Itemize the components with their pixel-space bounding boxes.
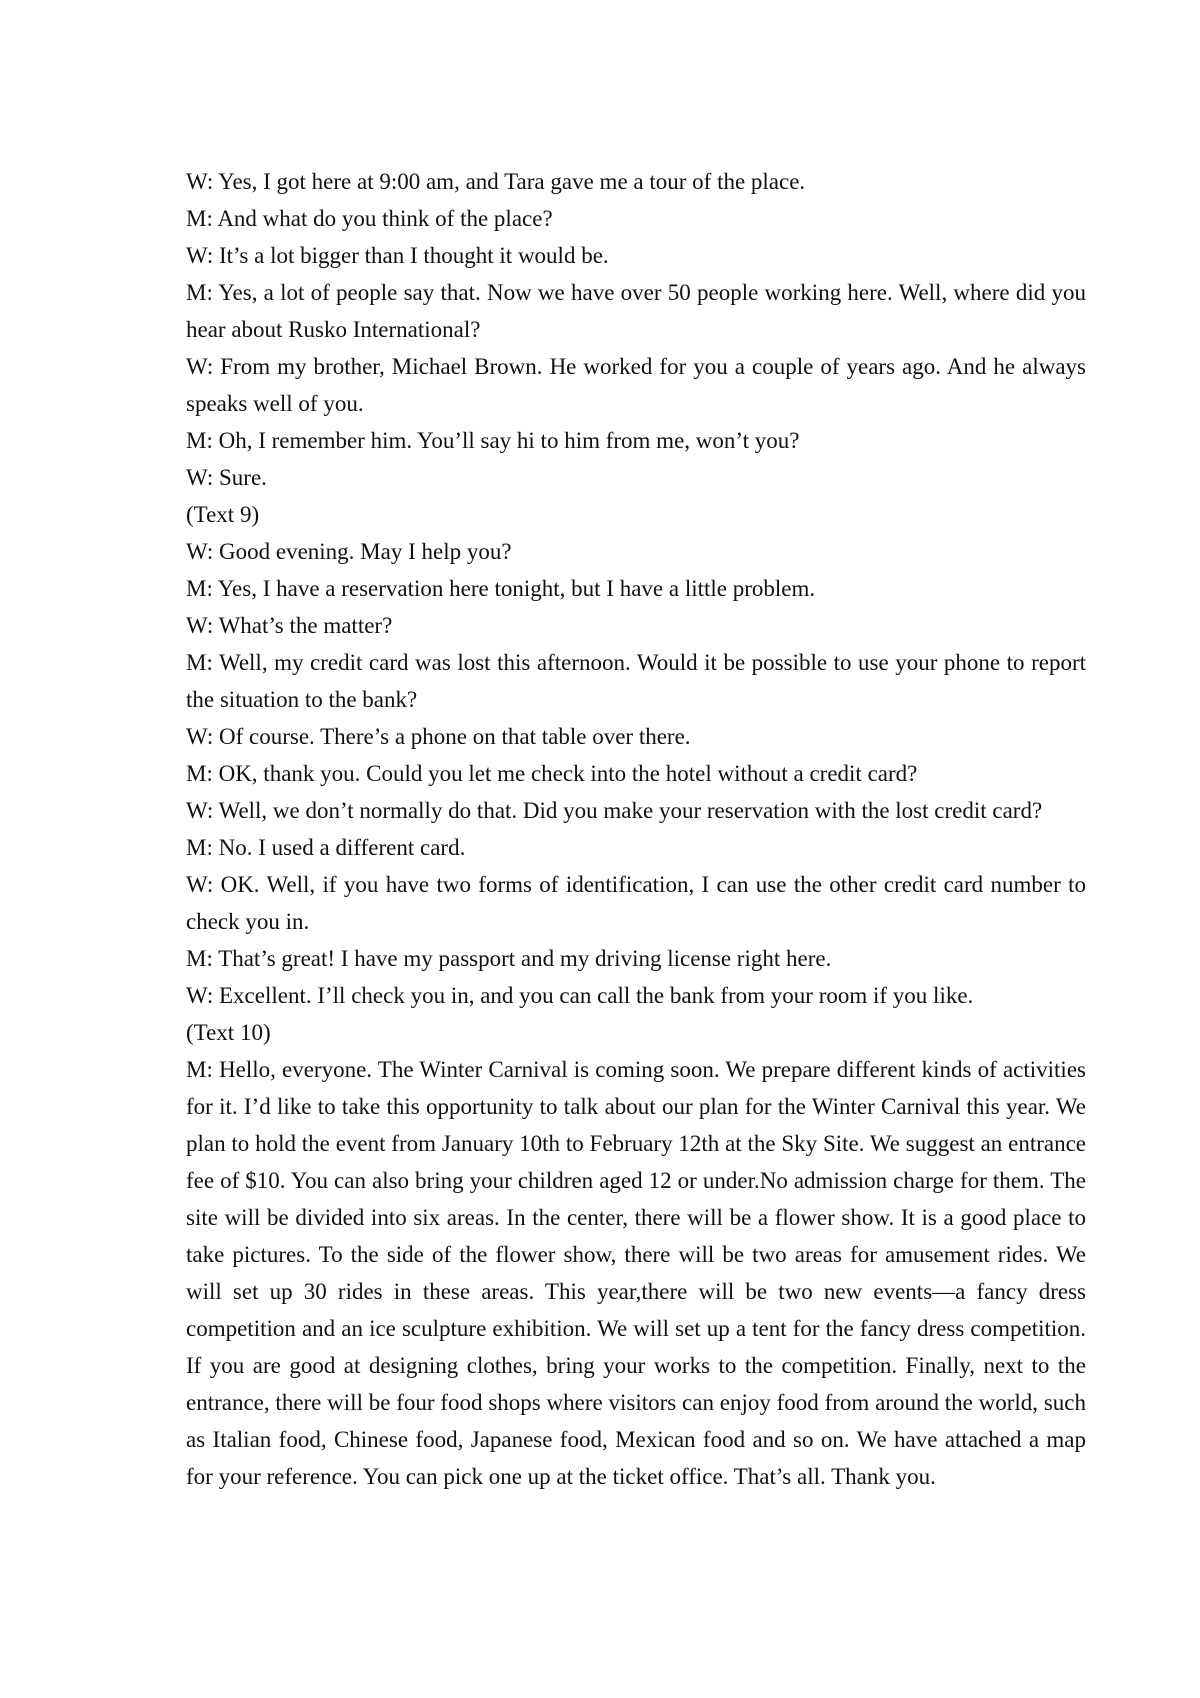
dialogue-line: W: OK. Well, if you have two forms of identification, I can use the other credit card number to check you in. — [186, 872, 1086, 934]
dialogue-line: W: Of course. There’s a phone on that table over there. — [186, 724, 691, 749]
dialogue-line: M: That’s great! I have my passport and my driving license right here. — [186, 946, 832, 971]
dialogue-line: W: Yes, I got here at 9:00 am, and Tara gave me a tour of the place. — [186, 169, 806, 194]
dialogue-line: M: OK, thank you. Could you let me check into the hotel without a credit card? — [186, 761, 918, 786]
dialogue-line: M: And what do you think of the place? — [186, 206, 553, 231]
dialogue-line: W: Good evening. May I help you? — [186, 539, 512, 564]
dialogue-line: W: Well, we don’t normally do that. Did you make your reservation with the lost credit card? — [186, 798, 1043, 823]
monologue-paragraph: M: Hello, everyone. The Winter Carnival is coming soon. We prepare different kinds of activities for it. I’d like to take this opportunity to talk about our plan for the Winter Carnival this year. We plan to hold the event from January 10th to February 12th at the Sky Site. We suggest an entrance fee of $10. You can also bring your children aged 12 or under.No admission charge for them. The site will be divided into six areas. In the center, there will be a flower show. It is a good place to take pictures. To the side of the flower show, there will be two areas for amusement rides. We will set up 30 rides in these areas. This year,there will be two new events—a fancy dress competition and an ice sculpture exhibition. We will set up a tent for the fancy dress competition. If you are good at designing clothes, bring your works to the competition. Finally, next to the entrance, there will be four food shops where visitors can enjoy food from around the world, such as Italian food, Chinese food, Japanese food, Mexican food and so on. We have attached a map for your reference. You can pick one up at the ticket office. That’s all. Thank you. — [186, 1057, 1086, 1489]
dialogue-line: M: Well, my credit card was lost this afternoon. Would it be possible to use your phone to report the situation to the bank? — [186, 650, 1086, 712]
section-marker-text-9: (Text 9) — [186, 502, 260, 527]
dialogue-line: W: Sure. — [186, 465, 267, 490]
section-marker-text-10: (Text 10) — [186, 1020, 271, 1045]
transcript-text — [186, 163, 1086, 1495]
dialogue-line: M: Oh, I remember him. You’ll say hi to him from me, won’t you? — [186, 428, 800, 453]
dialogue-line: M: Yes, I have a reservation here tonight, but I have a little problem. — [186, 576, 816, 601]
dialogue-line: W: Excellent. I’ll check you in, and you can call the bank from your room if you like. — [186, 983, 974, 1008]
dialogue-line: W: What’s the matter? — [186, 613, 393, 638]
dialogue-line: M: No. I used a different card. — [186, 835, 466, 860]
dialogue-line: W: It’s a lot bigger than I thought it would be. — [186, 243, 609, 268]
dialogue-line: M: Yes, a lot of people say that. Now we have over 50 people working here. Well, where did you hear about Rusko International? — [186, 280, 1086, 342]
dialogue-line: W: From my brother, Michael Brown. He worked for you a couple of years ago. And he always speaks well of you. — [186, 354, 1086, 416]
